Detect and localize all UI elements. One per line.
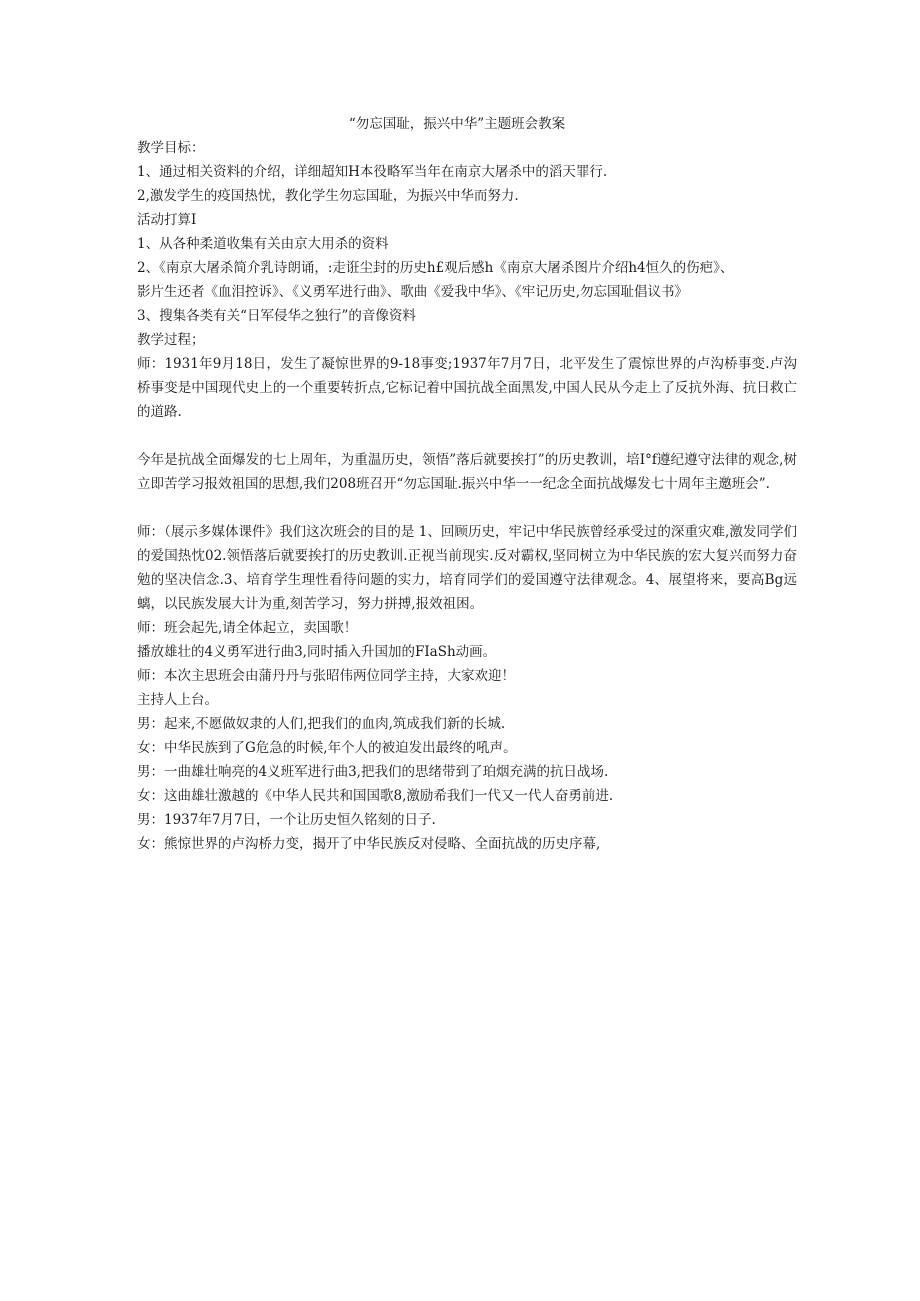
plan-item: 3、搜集各类有关“日军侵华之独行”的音像资料	[137, 308, 416, 324]
objective-item: 1、通过相关资料的介绍，详细超知H本役略军当年在南京大屠杀中的滔天罪行.	[137, 164, 608, 180]
plan-item: 2、《南京大屠杀简介乳诗朗诵，:走诳尘封的历史h£观后感h《南京大屠杀图片介绍h4恒久的伤疤》、	[137, 260, 734, 276]
objectives-heading: 教学目标：	[137, 140, 205, 156]
plan-item: 1、从各种柔道收集有关由京大用杀的资料	[137, 236, 389, 252]
plan-item: 影片生还者《血泪控诉》、《义勇军进行曲》、歌曲《爱我中华》、《牢记历史,勿忘国耻倡议书》	[137, 284, 689, 300]
paragraph-anniversary: 今年是抗战全面爆发的七上周年，为重温历史，领悟”落后就要挨打”的历史教训，培I°f遵纪遵守法律的观念,树立即苦学习报效祖国的思想,我们208班召开“勿忘国耻.振兴中华一一纪念全面抗战爆发七十周年主邀班会”.	[137, 452, 797, 492]
paragraph-purpose: 师：（展示多媒体课件》我们这次班会的目的是 1、回顾历史，牢记中华民族曾经承受过的深重灾难,激发同学们的爱国热忱02.领悟落后就要挨打的历史教训.正视当前现实.反对霸权,坚同树立为中华民族的宏大复兴而努力奋勉的坚决信念.3、培育学生理性看待问题的实力，培育同学们的爱国遵守法律观念。4、展望将来，要高Bg远螭，以民族发展大计为重,刻苦学习，努力拼搏,报效祖困。	[137, 524, 797, 612]
dialogue-line: 播放雄壮的4义勇军进行曲3,同时插入升国加的FIaSh动画。	[137, 644, 497, 660]
dialogue-line: 师：班会起先,请全体起立，卖国歌！	[137, 620, 358, 636]
dialogue-line: 女：中华民族到了G危急的时候,年个人的被迫发出最终的吼声。	[137, 740, 517, 756]
dialogue-line: 女：熊惊世界的卢沟桥力变，揭开了中华民族反对侵略、全面抗战的历史序幕,	[137, 836, 601, 852]
paragraph-history: 师：1931年9月18日，发生了凝惊世界的9-18事变;1937年7月7日，北平发生了震惊世界的卢沟桥事变.卢沟桥事变是中国现代史上的一个重要转折点,它标记着中国抗战全面黑发,中国人民从今走上了反抗外海、抗日救亡的道路.	[137, 356, 797, 420]
plan-heading: 活动打算I	[137, 212, 197, 228]
document-page	[137, 112, 797, 856]
dialogue-line: 女：这曲雄壮激越的《中华人民共和国国歌8,激励希我们一代又一代人奋勇前进.	[137, 788, 614, 804]
process-heading: 教学过程；	[137, 332, 205, 348]
dialogue-line: 男：1937年7月7日，一个让历史恒久铭刻的日子.	[137, 812, 436, 828]
objective-item: 2,激发学生的疫国热忧，教化学生勿忘国耻，为振兴中华而努力.	[137, 188, 519, 204]
dialogue-line: 男：一曲雄壮响亮的4义班军进行曲3,把我们的思绪带到了珀烟充满的抗日战场.	[137, 764, 609, 780]
dialogue-line: 师：本次主思班会由蒲丹丹与张昭伟两位同学主持，大家欢迎！	[137, 668, 515, 684]
dialogue-line: 主持人上台。	[137, 692, 218, 708]
document-title: “勿忘国耻，振兴中华”主题班会教案	[348, 116, 566, 132]
dialogue-line: 男：起来,不愿做奴隶的人们,把我们的血肉,筑成我们新的长城.	[137, 716, 506, 732]
